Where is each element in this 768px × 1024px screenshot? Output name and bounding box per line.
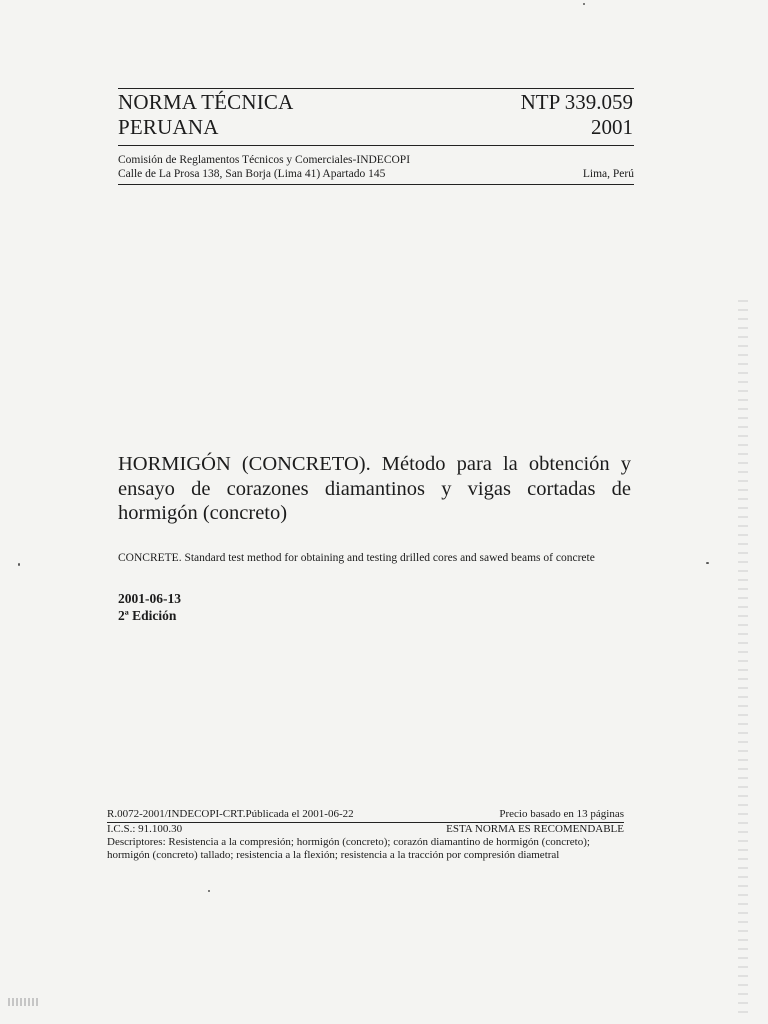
descriptors-text: Descriptores: Resistencia a la compresión; hormigón (concreto); corazón diamantino de hormigón (concreto); hormigón (concreto) tallado; resistencia a la flexión; resistencia a la tracción por compresión diametral <box>107 836 590 861</box>
scan-speck <box>208 890 210 892</box>
footer-row-resolution <box>107 808 624 823</box>
scan-speck <box>18 563 20 566</box>
footer-row-ics <box>107 823 624 836</box>
norm-code-number: NTP 339.059 <box>520 90 633 114</box>
norm-type-line1: NORMA TÉCNICA <box>118 90 294 114</box>
price-text: Precio basado en 13 páginas <box>499 808 624 820</box>
footer-block <box>107 808 624 861</box>
norm-code <box>521 90 633 140</box>
edition-block <box>118 590 181 624</box>
title-line3: hormigón (concreto) <box>118 502 288 524</box>
address-line2: Calle de La Prosa 138, San Borja (Lima 41) Apartado 145 <box>118 168 386 180</box>
scan-speck <box>706 562 709 564</box>
edition-label: 2ª Edición <box>118 608 177 623</box>
norm-year: 2001 <box>591 115 633 139</box>
norm-status: ESTA NORMA ES RECOMENDABLE <box>446 822 624 835</box>
scan-corner-noise <box>8 998 38 1006</box>
publisher-address <box>118 153 410 181</box>
title-line2: ensayo de corazones diamantinos y vigas cortadas de <box>118 477 631 500</box>
scan-edge-noise <box>738 300 748 1020</box>
title-line1: HORMIGÓN (CONCRETO). Método para la obtención y <box>118 453 631 475</box>
address-rule <box>118 184 634 185</box>
address-line1: Comisión de Reglamentos Técnicos y Comerciales-INDECOPI <box>118 154 411 166</box>
resolution-text: R.0072-2001/INDECOPI-CRT.Públicada el 2001-06-22 <box>107 808 354 820</box>
scan-speck <box>583 3 585 5</box>
norm-type-line2: PERUANA <box>118 115 219 139</box>
approval-date: 2001-06-13 <box>118 591 181 606</box>
publisher-city: Lima, Perú <box>582 168 634 180</box>
norm-type <box>118 90 293 140</box>
ics-code: I.C.S.: 91.100.30 <box>107 822 183 835</box>
document-title <box>118 452 631 526</box>
header-rule <box>118 145 634 146</box>
english-title: CONCRETE. Standard test method for obtaining and testing drilled cores and sawed beams of concrete <box>118 552 595 564</box>
top-rule <box>118 88 634 89</box>
